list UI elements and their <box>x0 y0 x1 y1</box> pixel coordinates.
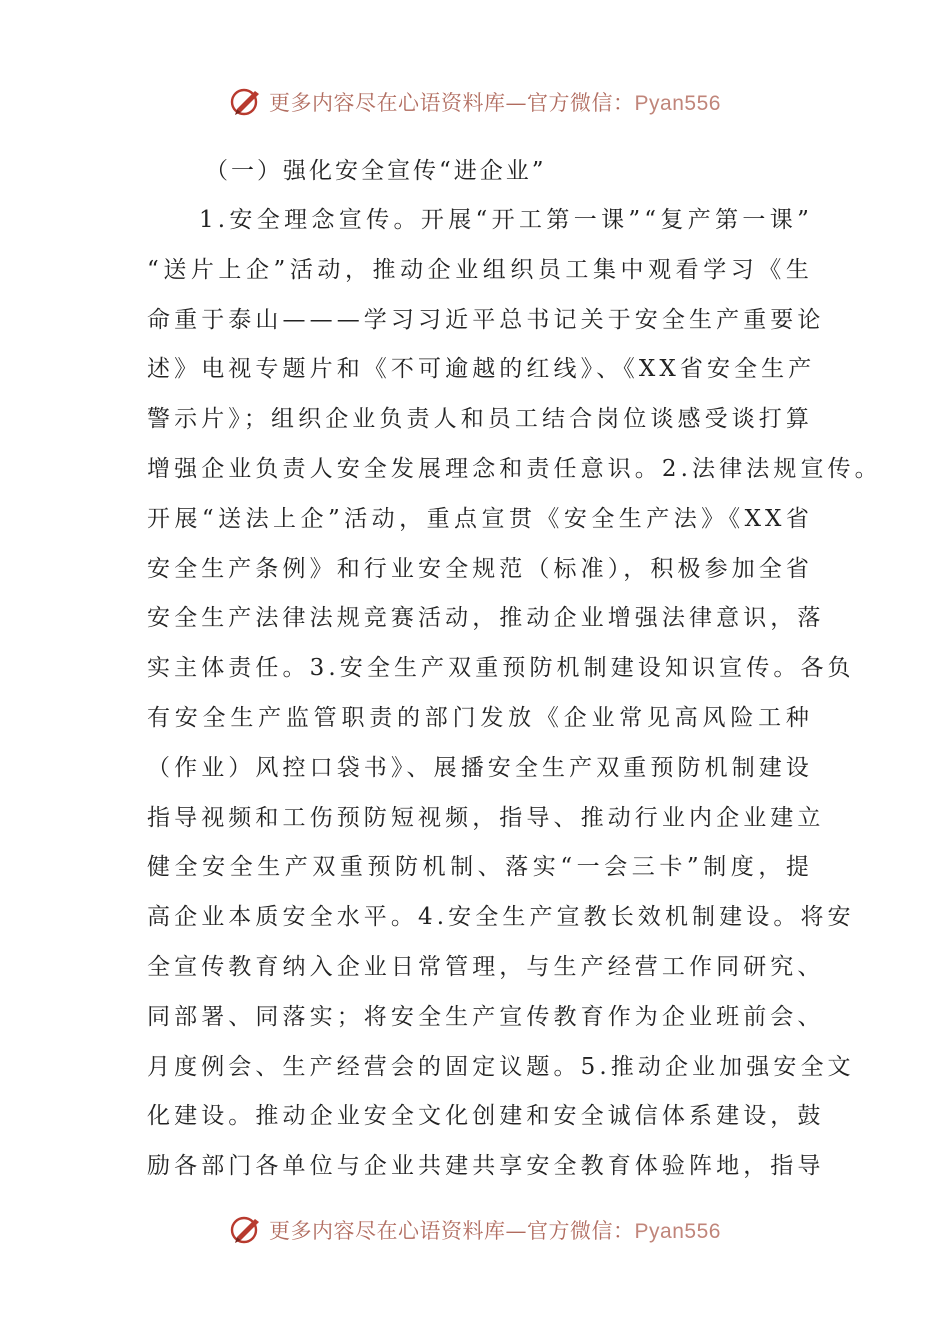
paragraph-line: 健全安全生产双重预防机制、落实“一会三卡”制度，提 <box>147 854 813 881</box>
paragraph-line: 指导视频和工伤预防短视频，指导、推动行业内企业建立 <box>147 804 825 831</box>
banner-text <box>269 1215 721 1245</box>
pen-logo-icon <box>229 1213 263 1247</box>
paragraph-line: 开展“送法上企”活动，重点宣贯《安全生产法》《XX省 <box>147 505 813 532</box>
paragraph-line: 安全生产法律法规竞赛活动，推动企业增强法律意识，落 <box>147 605 825 632</box>
banner-text <box>269 87 721 117</box>
banner-wechat-id: Pyan556 <box>634 92 721 115</box>
banner-wechat-id: Pyan556 <box>634 1220 721 1243</box>
paragraph-line: “送片上企”活动，推动企业组织员工集中观看学习《生 <box>147 256 813 283</box>
paragraph-line: 警示片》；组织企业负责人和员工结合岗位谈感受谈打算 <box>147 406 813 433</box>
paragraph-line: 同部署、同落实；将安全生产宣传教育作为企业班前会、 <box>147 1003 825 1030</box>
paragraph-line: 述》电视专题片和《不可逾越的红线》、《XX省安全生产 <box>147 356 816 383</box>
section-heading: （一）强化安全宣传“进企业” <box>205 158 547 184</box>
paragraph-line: （作业）风控口袋书》、展播安全生产双重预防机制建设 <box>147 754 813 781</box>
paragraph-line: 有安全生产监管职责的部门发放《企业常见高风险工种 <box>147 704 813 731</box>
paragraph-line: 高企业本质安全水平。4.安全生产宣教长效机制建设。将安 <box>147 904 855 931</box>
paragraph-line: 命重于泰山———学习习近平总书记关于安全生产重要论 <box>147 306 825 333</box>
pen-logo-icon <box>229 85 263 119</box>
paragraph-line: 化建设。推动企业安全文化创建和安全诚信体系建设，鼓 <box>147 1103 825 1130</box>
paragraph-line: 1.安全理念宣传。开展“开工第一课”“复产第一课” <box>199 207 813 233</box>
paragraph-line: 安全生产条例》和行业安全规范（标准），积极参加全省 <box>147 555 813 582</box>
document-body <box>147 146 882 1192</box>
banner-label: 更多内容尽在心语资料库—官方微信： <box>269 1219 635 1243</box>
paragraph-line: 月度例会、生产经营会的固定议题。5.推动企业加强安全文 <box>147 1053 855 1080</box>
paragraph-line: 励各部门各单位与企业共建共享安全教育体验阵地，指导 <box>147 1153 825 1180</box>
paragraph-line: 全宣传教育纳入企业日常管理，与生产经营工作同研究、 <box>147 953 825 980</box>
banner-label: 更多内容尽在心语资料库—官方微信： <box>269 91 635 115</box>
paragraph-line: 增强企业负责人安全发展理念和责任意识。2.法律法规宣传。 <box>147 455 882 482</box>
paragraph-line: 实主体责任。3.安全生产双重预防机制建设知识宣传。各负 <box>147 655 855 682</box>
header-banner <box>0 82 950 122</box>
footer-banner <box>0 1210 950 1250</box>
